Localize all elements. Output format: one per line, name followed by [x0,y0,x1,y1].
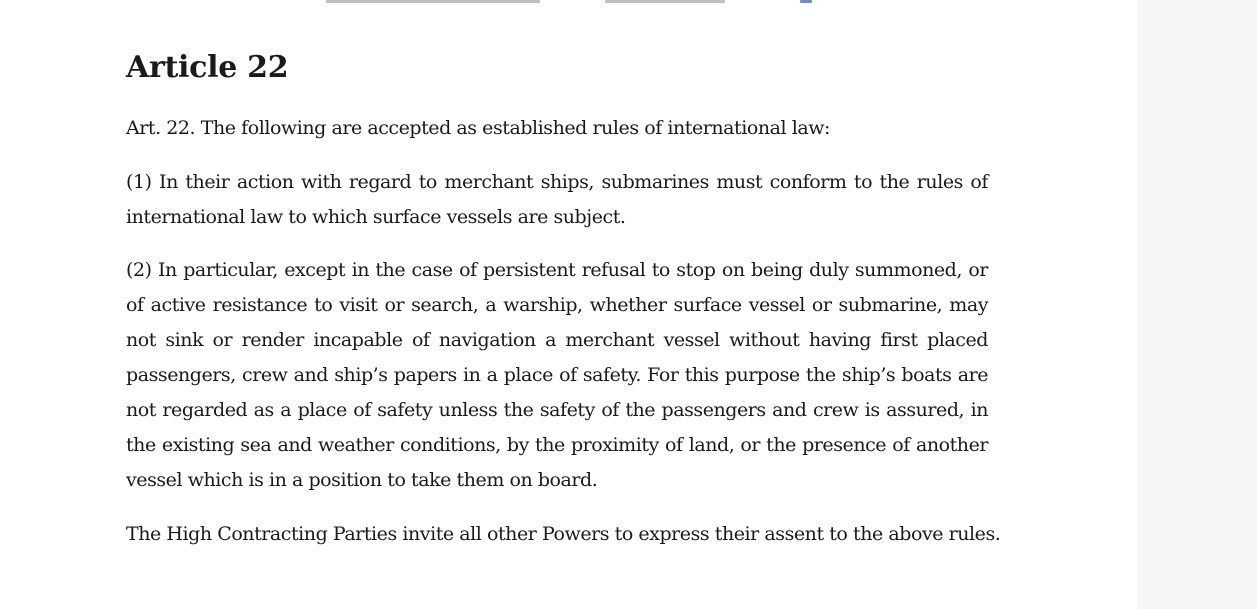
cutoff-text-fragment [326,0,540,3]
article-heading: Article 22 [126,50,289,85]
article-paragraph-2: (2) In particular, except in the case of persistent refusal to stop on being duly summoned, or of active resistance to visit or search, a warship, whether surface vessel or submarine, may not sink or render incapable of navigation a merchant vessel without having first placed passengers, crew and ship’s papers in a place of safety. For this purpose the ship’s boats are not regarded as a place of safety unless the safety of the passengers and crew is assured, in the existing sea and weather conditions, by the proximity of land, or the presence of another vessel which is in a position to take them on board. [126,259,988,491]
article-paragraph-1: (1) In their action with regard to merchant ships, submarines must conform to the rules of international law to which surface vessels are subject. [126,171,988,228]
article-closing-paragraph: The High Contracting Parties invite all other Powers to express their assent to the above rules. [126,523,1001,545]
right-sidebar-gutter [1137,0,1257,609]
cutoff-text-fragment [605,0,725,3]
article-intro-paragraph: Art. 22. The following are accepted as established rules of international law: [126,117,831,139]
cutoff-link-fragment[interactable] [800,0,812,3]
previous-text-cutoff [126,0,988,4]
